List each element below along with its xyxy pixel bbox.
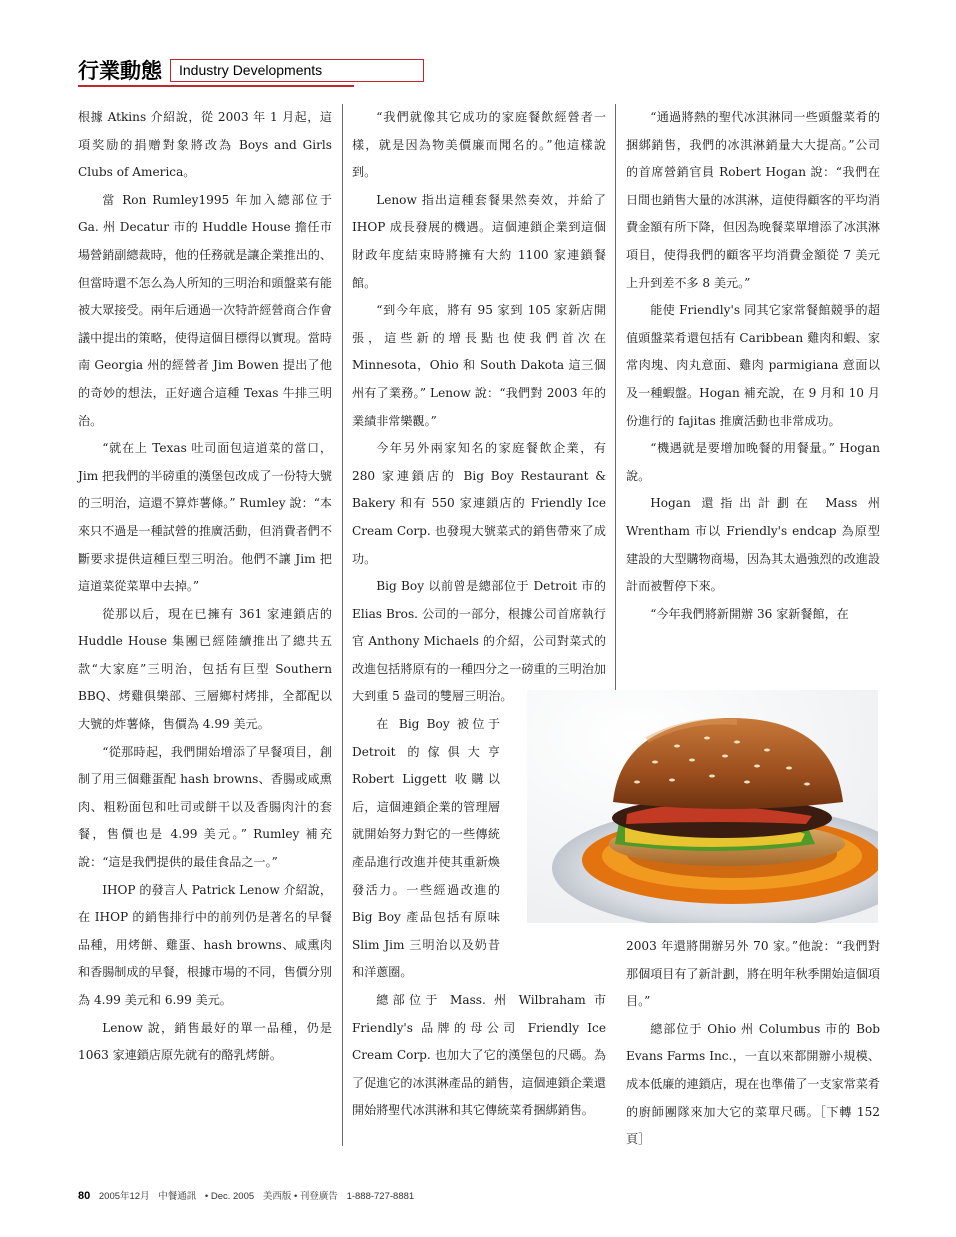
header-rule bbox=[78, 85, 354, 87]
article-column-3 bbox=[626, 104, 880, 628]
paragraph: “今年我們將新開辦 36 家新餐館，在 bbox=[650, 606, 849, 621]
paragraph: “到今年底，將有 95 家到 105 家新店開張，這些新的增長點也使我們首次在 Minnesota，Ohio 和 South Dakota 這三個州有了業務。” Lenow 說：“我們對 2003 年的業績非常樂觀。” bbox=[352, 303, 606, 428]
article-column-3-continued bbox=[626, 933, 880, 1154]
paragraph: “就在上 Texas 吐司面包這道菜的當口，Jim 把我們的半磅重的漢堡包改成了一份特大號的三明治，這還不算炸薯條。” Rumley 說：“本來只不過是一種試營的推廣活動，但消費者們不斷要求提供這種巨型三明治。他們不讓 Jim 把這道菜從菜單中去掉。” bbox=[78, 441, 332, 594]
paragraph: “通過將熱的聖代冰淇淋同一些頭盤菜肴的捆綁銷售，我們的冰淇淋銷量大大提高。”公司的首席營銷官員 Robert Hogan 說：“我們在日間也銷售大量的冰淇淋，這使得顧客的平均消費金額有所下降，但因為晚餐菜單增添了冰淇淋項目，使得我們的顧客平均消費金額從 7 美元上升到差不多 8 美元。” bbox=[626, 110, 880, 290]
paragraph: “我們就像其它成功的家庭餐飲經營者一樣，就是因為物美價廉而聞名的。”他這樣說到。 bbox=[352, 110, 606, 180]
article-column-1 bbox=[78, 104, 332, 1070]
paragraph: 當 Ron Rumley1995 年加入總部位于 Ga. 州 Decatur 市的 Huddle House 擔任市場營銷副總裁時，他的任務就是讓企業推出的、但當時還不怎么為人所知的三明治和頭盤菜有能被大眾接受。兩年后通過一次特許經營商合作會議中提出的策略，使得這個目標得以實現。當時南 Georgia 州的經營者 Jim Bowen 提出了他的奇妙的想法，正好適合這種 Texas 牛排三明治。 bbox=[78, 192, 332, 428]
paragraph: 從那以后，現在已擁有 361 家連鎖店的 Huddle House 集團已經陸續推出了總共五款“大家庭”三明治，包括有巨型 Southern BBQ、烤雞俱樂部、三層鄉村烤排，全都配以大號的炸薯條，售價為 4.99 美元。 bbox=[78, 606, 332, 732]
page-number: 80 bbox=[78, 1190, 91, 1202]
issue-date-en: • Dec. 2005 bbox=[204, 1191, 255, 1202]
paragraph: Lenow 指出這種套餐果然奏效，并給了 IHOP 成長發展的機遇。這個連鎖企業到這個財政年度結束時將擁有大約 1100 家連鎖餐館。 bbox=[352, 192, 606, 290]
page-footer bbox=[78, 1188, 420, 1202]
paragraph: Lenow 說，銷售最好的單一品種，仍是 1063 家連鎖店原先就有的酪乳烤餅。 bbox=[78, 1020, 332, 1063]
paragraph: “機遇就是要增加晚餐的用餐量。” Hogan 說。 bbox=[626, 441, 880, 483]
burger-illustration bbox=[527, 690, 878, 923]
section-title-en: Industry Developments bbox=[170, 59, 424, 82]
paragraph: 今年另外兩家知名的家庭餐飲企業，有 280 家連鎖店的 Big Boy Restaurant & Bakery 和有 550 家連鎖店的 Friendly Ice Cream Corp. 也發現大號菜式的銷售帶來了成功。 bbox=[352, 441, 606, 566]
magazine-name: 中餐通訊 bbox=[158, 1191, 197, 1202]
paragraph: 根據 Atkins 介紹說，從 2003 年 1 月起，這項奖励的捐赠對象將改為 Boys and Girls Clubs of America。 bbox=[78, 110, 332, 180]
paragraph: 總部位于 Mass. 州 Wilbraham 市 Friendly's 品牌的母公司 Friendly Ice Cream Corp. 也加大了它的漢堡包的尺碼。為了促進它的冰淇淋產品的銷售，這個連鎖企業還開始將聖代冰淇淋和其它傳統菜肴捆綁銷售。 bbox=[352, 993, 606, 1118]
ad-phone: 1-888-727-8881 bbox=[346, 1191, 415, 1202]
issue-date-zh: 2005年12月 bbox=[98, 1191, 150, 1202]
paragraph: 總部位于 Ohio 州 Columbus 市的 Bob Evans Farms Inc.，一直以來都開辦小規模、成本低廉的連鎖店，現在也準備了一支家常菜肴的廚師團隊來加大它的菜單尺碼。［下轉 152 頁］ bbox=[626, 1021, 880, 1147]
article-column-2 bbox=[352, 104, 606, 1125]
paragraph: 在 Big Boy 被位于 Detroit 的傢俱大亨 Robert Liggett 收購以后，這個連鎖企業的管理層就開始努力對它的一些傳統產品進行改進并使其重新煥發活力。一些經過改進的 Big Boy 產品包括有原味 Slim Jim 三明治以及奶昔和洋蔥圈。 bbox=[352, 717, 500, 980]
paragraph: 2003 年還將開辦另外 70 家。”他說：“我們對那個項目有了新計劃，將在明年秋季開始這個項目。” bbox=[626, 939, 880, 1009]
paragraph: IHOP 的發言人 Patrick Lenow 介紹說，在 IHOP 的銷售排行中的前列仍是著名的早餐品種，用烤餅、雞蛋、hash browns、咸熏肉和香腸制成的早餐，根據市場的不同，售價分別為 4.99 美元和 6.99 美元。 bbox=[78, 882, 332, 1007]
paragraph: Big Boy 以前曾是總部位于 Detroit 市的 Elias Bros. 公司的一部分，根據公司首席執行官 Anthony Michaels 的介紹，公司對菜式的改進包括將原有的一種四分之一磅重的三明治加大到重 5 盎司的雙層三明治。 bbox=[352, 579, 606, 704]
paragraph: “從那時起，我們開始增添了早餐項目，創制了用三個雞蛋配 hash browns、香腸或咸熏肉、粗粉面包和吐司或餅干以及香腸肉汁的套餐，售價也是 4.99 美元。” Rumley 補充說：“這是我們提供的最佳食品之一。” bbox=[78, 744, 332, 870]
paragraph: Hogan 還指出計劃在 Mass 州 Wrentham 市以 Friendly's endcap 為原型建設的大型購物商場，因為其太過強烈的改進設計而被暫停下來。 bbox=[626, 496, 880, 594]
column-divider bbox=[342, 104, 343, 1146]
burger-photo bbox=[527, 690, 878, 923]
section-title-zh: 行業動態 bbox=[78, 59, 162, 83]
paragraph: 能使 Friendly's 同其它家常餐館競爭的超值頭盤菜肴還包括有 Caribbean 雞肉和蝦、家常肉塊、肉丸意面、雞肉 parmigiana 意面以及一種蝦盤。Hogan 補充說，在 9 月和 10 月份進行的 fajitas 推廣活動也非常成功。 bbox=[626, 303, 880, 428]
edition-label: 美西版 • 刊登廣告 bbox=[262, 1191, 338, 1202]
column-divider bbox=[615, 104, 616, 690]
